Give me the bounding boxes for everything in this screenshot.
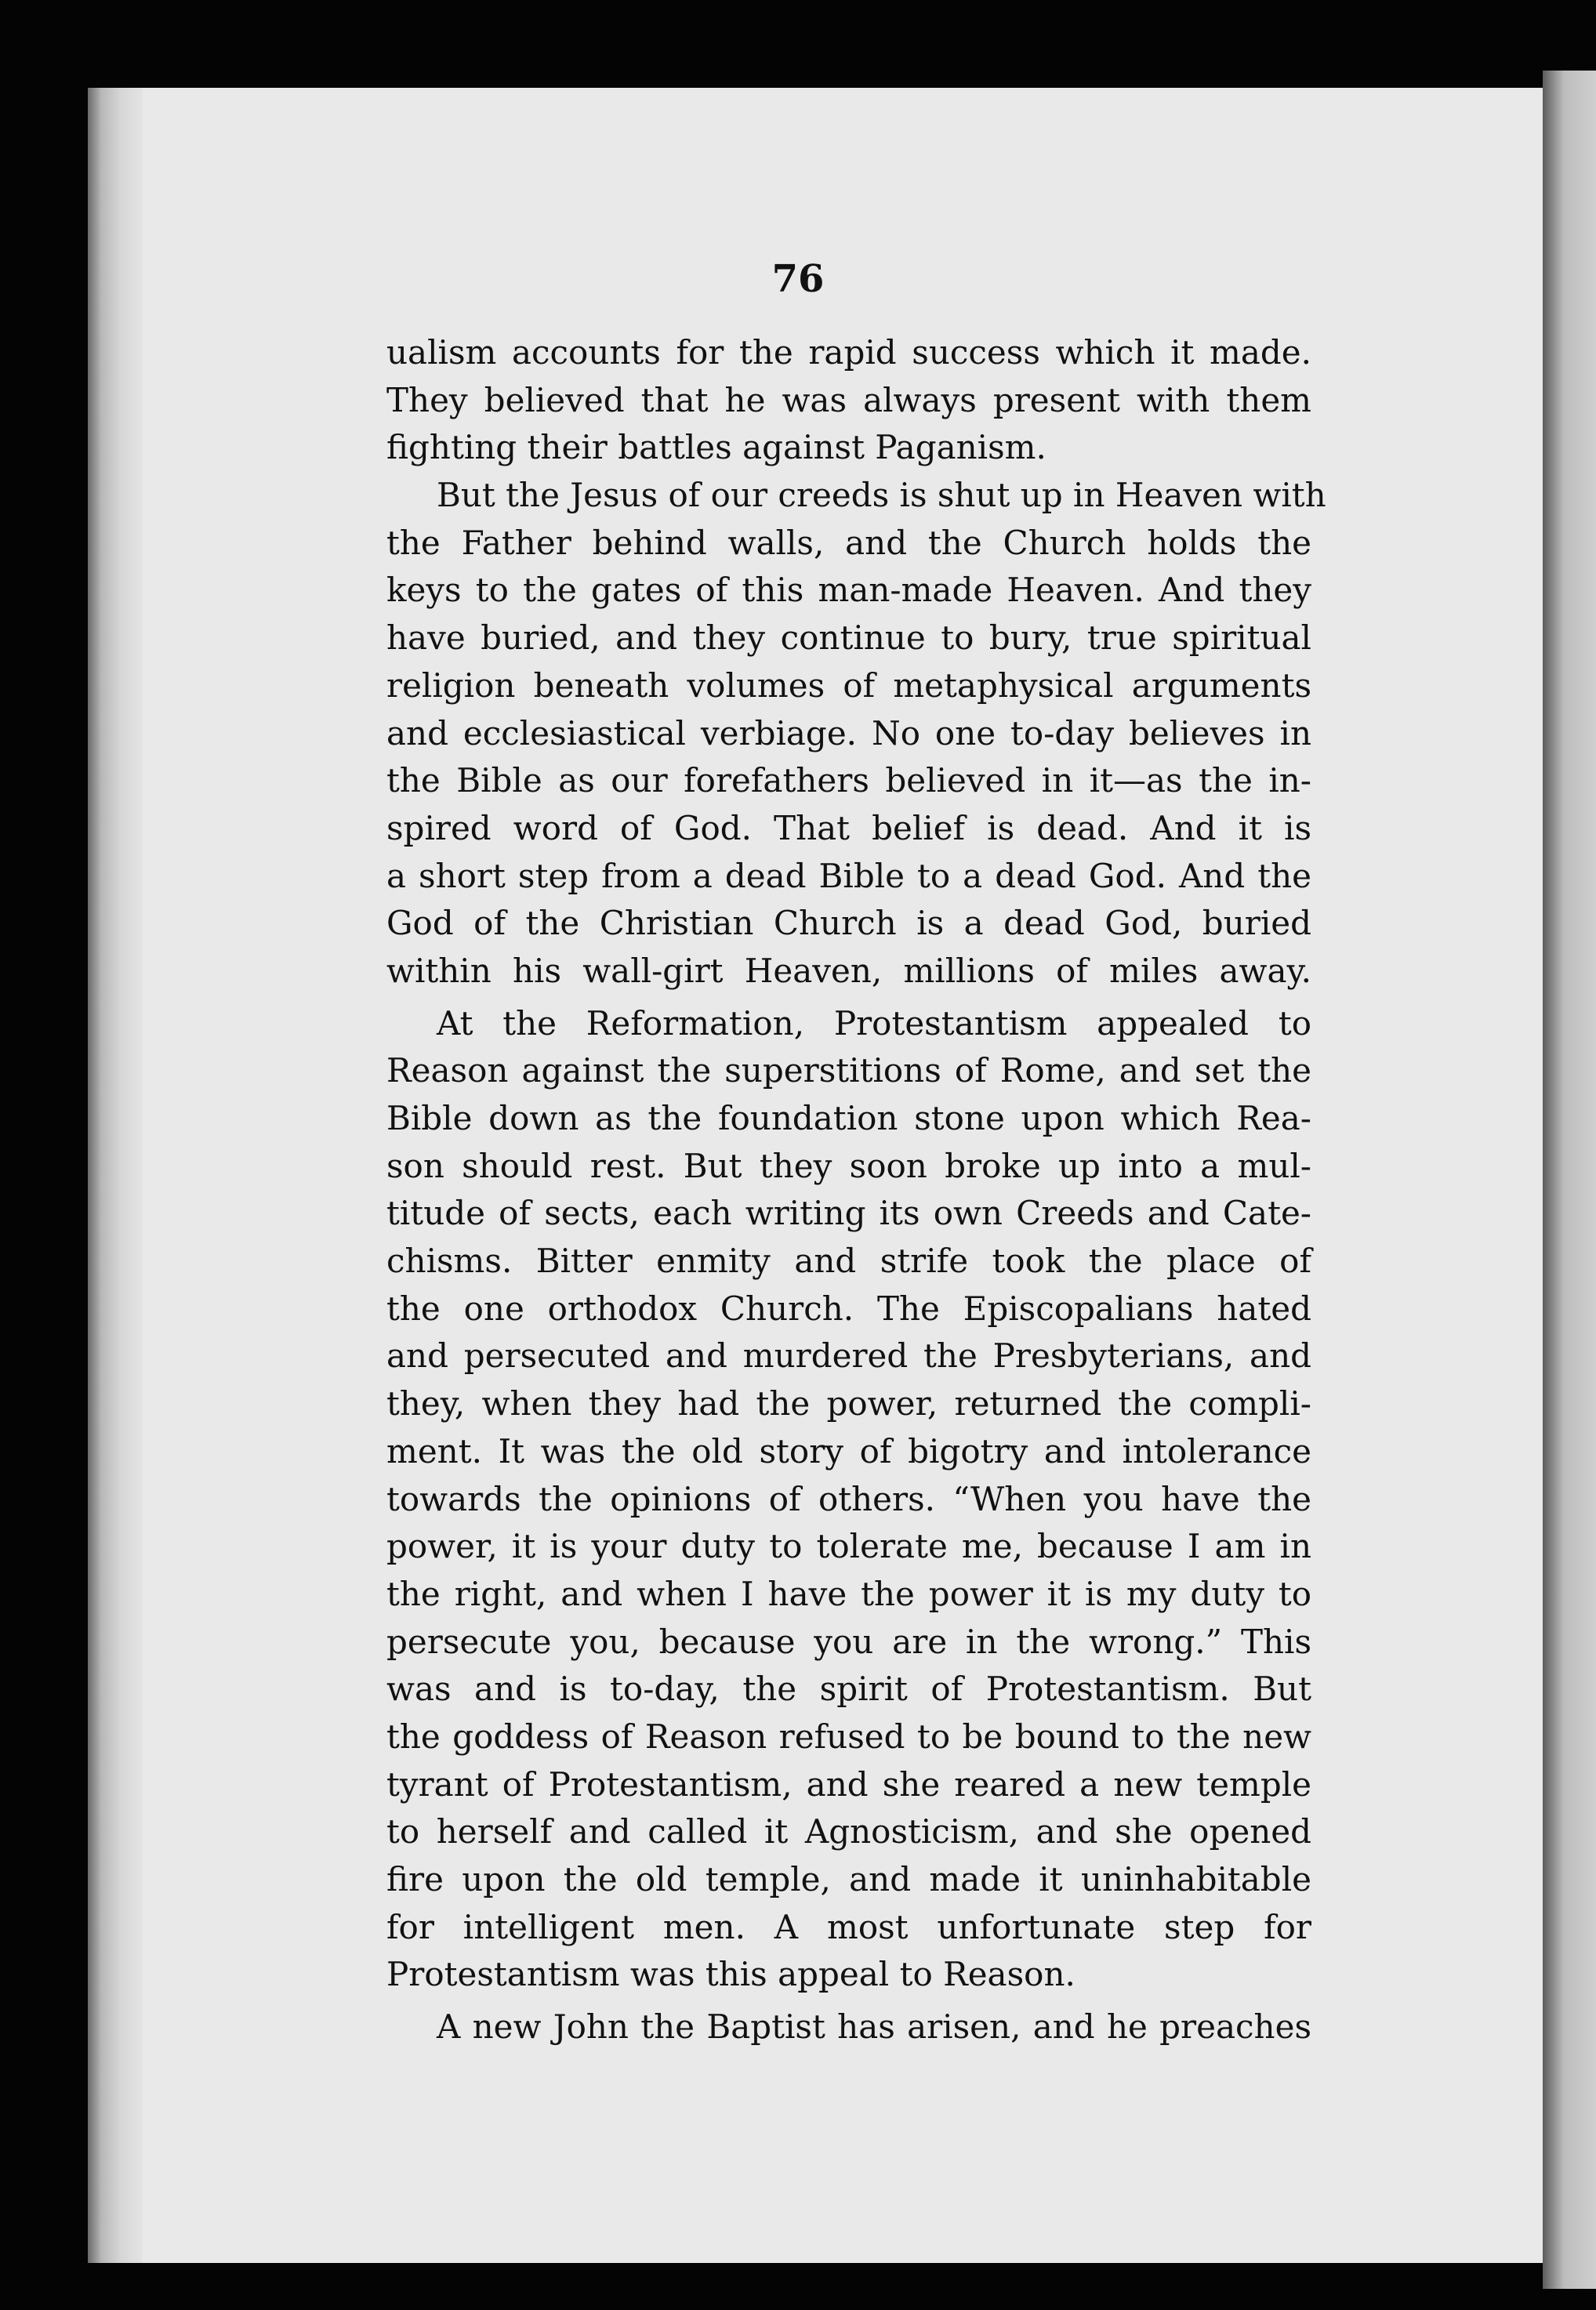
- text-line: titude of sects, each writing its own Creeds and Cate-: [386, 1194, 1311, 1233]
- text-line: ualism accounts for the rapid success which it made.: [386, 333, 1311, 372]
- text-line: religion beneath volumes of metaphysical arguments: [386, 665, 1311, 705]
- text-line: Bible down as the foundation stone upon which Rea-: [386, 1099, 1311, 1137]
- text-line: fire upon the old temple, and made it uninhabitable: [386, 1860, 1311, 1898]
- text-line: towards the opinions of others. “When you have the: [386, 1479, 1311, 1518]
- text-line: a short step from a dead Bible to a dead God. And the: [386, 856, 1311, 895]
- text-line: the Bible as our forefathers believed in it—as the in-: [386, 761, 1311, 800]
- text-line: power, it is your duty to tolerate me, because I am in: [386, 1527, 1311, 1566]
- text-line: and ecclesiastical verbiage. No one to-day believes in: [386, 713, 1311, 752]
- text-line: Reason against the superstitions of Rome, and set the: [386, 1051, 1311, 1090]
- text-line: fighting their battles against Paganism.: [386, 428, 1046, 467]
- page-number: 76: [771, 257, 825, 301]
- text-line: the one orthodox Church. The Episcopalians hated: [386, 1289, 1311, 1328]
- text-line: the Father behind walls, and the Church holds the: [386, 523, 1311, 562]
- text-line: to herself and called it Agnosticism, and she opened: [386, 1812, 1311, 1851]
- adjacent-page-edge: [1543, 71, 1596, 2289]
- text-line: chisms. Bitter enmity and strife took the place of: [386, 1242, 1311, 1281]
- text-line: A new John the Baptist has arisen, and he preaches: [437, 2007, 1311, 2047]
- text-line: was and is to-day, the spirit of Protestantism. But: [386, 1670, 1311, 1709]
- page-gutter-shadow: [88, 88, 143, 2263]
- text-line: ment. It was the old story of bigotry and intolerance: [386, 1431, 1311, 1470]
- text-line: God of the Christian Church is a dead God, buried: [386, 904, 1311, 943]
- text-line: for intelligent men. A most unfortunate step for: [386, 1907, 1311, 1946]
- text-line: they, when they had the power, returned the compli-: [386, 1384, 1311, 1423]
- text-line: persecute you, because you are in the wrong.” This: [386, 1622, 1311, 1661]
- text-line: son should rest. But they soon broke up into a mul-: [386, 1146, 1311, 1185]
- text-line: They believed that he was always present with them: [386, 380, 1311, 419]
- text-line: spired word of God. That belief is dead. And it is: [386, 808, 1311, 847]
- text-line: Protestantism was this appeal to Reason.: [386, 1955, 1075, 1994]
- text-line: But the Jesus of our creeds is shut up in Heaven with: [437, 476, 1326, 515]
- text-line: tyrant of Protestantism, and she reared a new temple: [386, 1764, 1311, 1804]
- text-line: the goddess of Reason refused to be bound to the new: [386, 1717, 1311, 1756]
- text-line: have buried, and they continue to bury, true spiritual: [386, 618, 1311, 658]
- text-line: keys to the gates of this man-made Heaven. And they: [386, 571, 1311, 610]
- text-line: the right, and when I have the power it is my duty to: [386, 1574, 1311, 1613]
- text-line: within his wall-girt Heaven, millions of miles away.: [386, 951, 1311, 990]
- body-text: [386, 329, 1326, 2051]
- text-line: and persecuted and murdered the Presbyterians, and: [386, 1336, 1311, 1376]
- text-line: At the Reformation, Protestantism appealed to: [437, 1003, 1311, 1043]
